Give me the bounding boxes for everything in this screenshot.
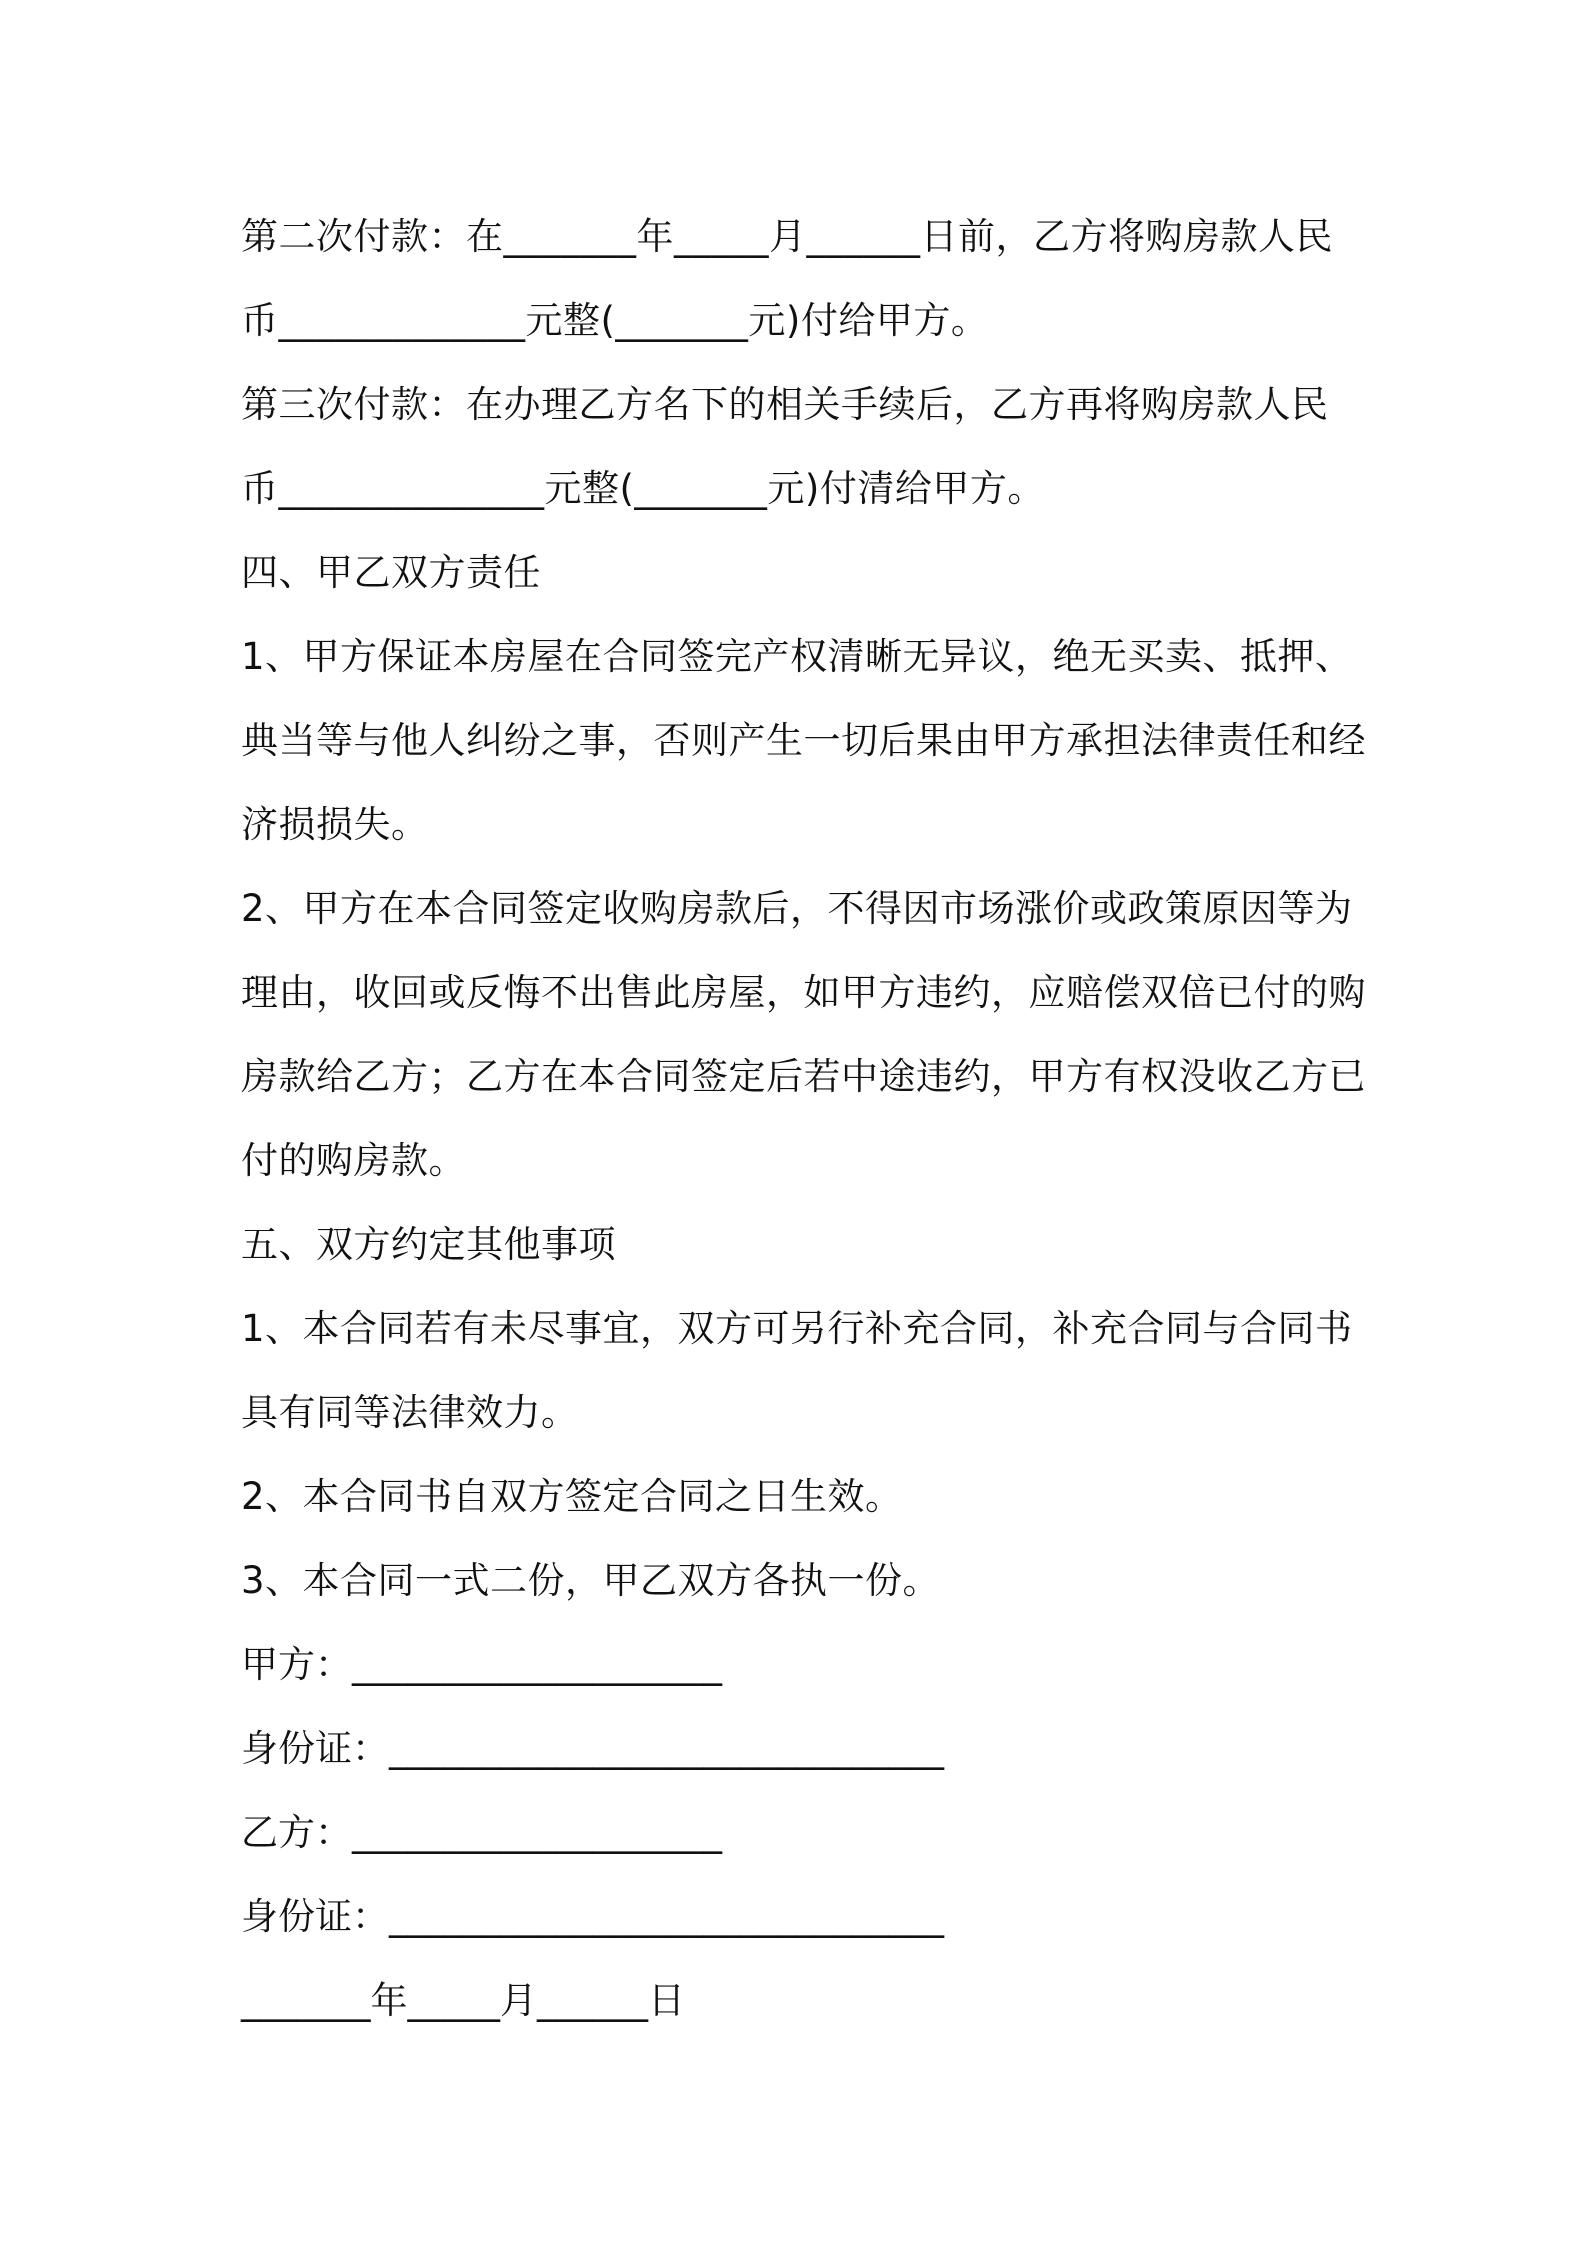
clause-4-1-line-2: 典当等与他人纠纷之事，否则产生一切后果由甲方承担法律责任和经 (241, 719, 1366, 762)
party-b-id-field: 身份证：______________________________ (241, 1895, 944, 1938)
party-a-signature-field: 甲方：____________________ (241, 1643, 722, 1686)
signing-date-field: _______年_____月______日 (241, 1979, 685, 2022)
clause-5-2: 2、本合同书自双方签定合同之日生效。 (241, 1475, 903, 1518)
second-payment-line-2: 币_____________元整(_______元)付给甲方。 (241, 299, 989, 342)
clause-4-2-line-1: 2、甲方在本合同签定收购房款后，不得因市场涨价或政策原因等为 (241, 887, 1353, 930)
clause-4-1-line-1: 1、甲方保证本房屋在合同签完产权清晰无异议，绝无买卖、抵押、 (241, 635, 1353, 678)
clause-5-1-line-1: 1、本合同若有未尽事宜，双方可另行补充合同，补充合同与合同书 (241, 1307, 1353, 1350)
clause-5-1-line-2: 具有同等法律效力。 (241, 1391, 579, 1434)
clause-4-2-line-3: 房款给乙方；乙方在本合同签定后若中途违约，甲方有权没收乙方已 (241, 1055, 1366, 1098)
clause-4-2-line-2: 理由，收回或反悔不出售此房屋，如甲方违约，应赔偿双倍已付的购 (241, 971, 1366, 1014)
clause-4-1-line-3: 济损损失。 (241, 803, 429, 846)
contract-body (241, 195, 1366, 2043)
section-four-heading: 四、甲乙双方责任 (241, 551, 541, 594)
section-five-heading: 五、双方约定其他事项 (241, 1223, 616, 1266)
third-payment-line-2: 币______________元整(_______元)付清给甲方。 (241, 467, 1045, 510)
third-payment-line-1: 第三次付款：在办理乙方名下的相关手续后，乙方再将购房款人民 (241, 383, 1329, 426)
clause-5-3: 3、本合同一式二份，甲乙双方各执一份。 (241, 1559, 941, 1602)
second-payment-line-1: 第二次付款：在_______年_____月______日前，乙方将购房款人民 (241, 215, 1333, 258)
clause-4-2-line-4: 付的购房款。 (241, 1139, 466, 1182)
party-a-id-field: 身份证：______________________________ (241, 1727, 944, 1770)
party-b-signature-field: 乙方：____________________ (241, 1811, 722, 1854)
